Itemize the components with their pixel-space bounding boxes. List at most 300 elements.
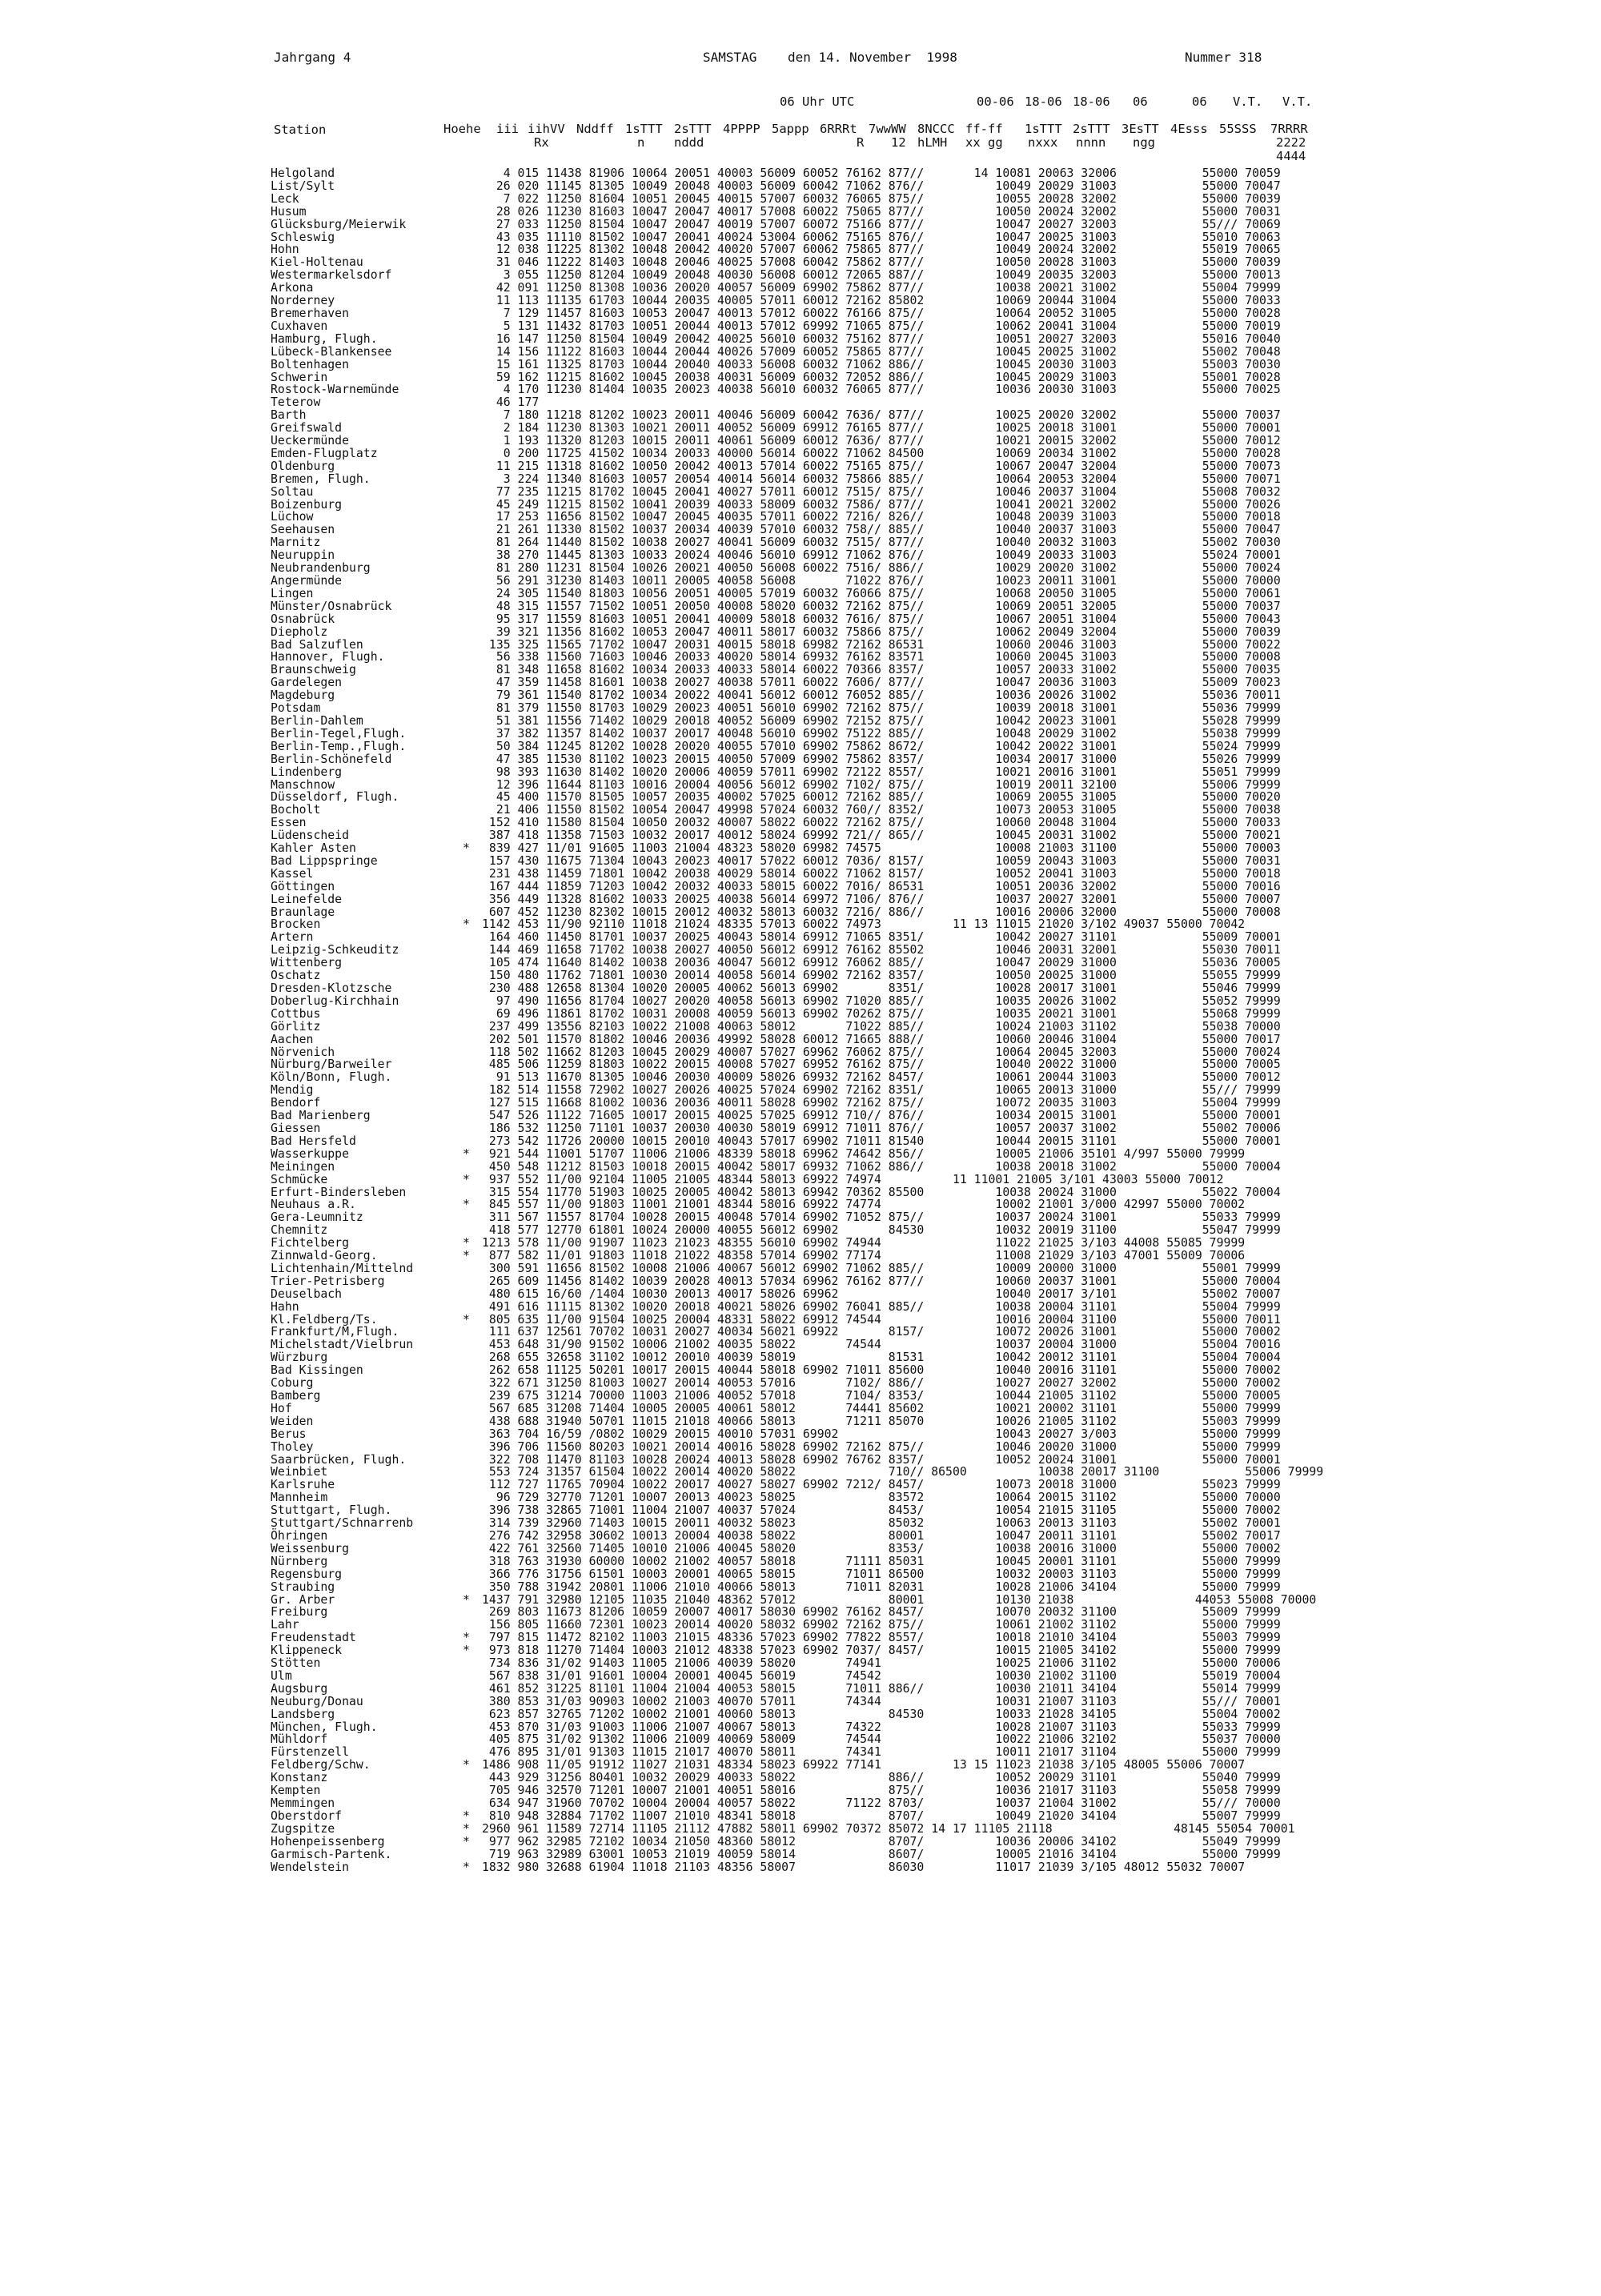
table-row [271, 741, 1370, 753]
station-name: Essen [271, 816, 307, 830]
station-name: Hannover, Flugh. [271, 650, 385, 664]
table-row [271, 193, 1370, 206]
station-values: 77 235 11215 81702 10045 20041 40027 57011 60012 7515/ 875// 10046 20037 31004 55008 70032 [482, 484, 1281, 499]
table-row [271, 1784, 1370, 1797]
station-values: 24 305 11540 81803 10056 20051 40005 57019 60032 76066 875// 10068 20050 31005 55000 70061 [482, 586, 1281, 600]
station-name: Memmingen [271, 1796, 335, 1810]
station-name: Öhringen [271, 1528, 328, 1543]
station-name: Hamburg, Flugh. [271, 331, 378, 346]
station-name: Emden-Flugplatz [271, 446, 378, 460]
mountain-station-marker [463, 1466, 482, 1479]
station-values: 150 480 11762 71801 10030 20014 40058 56014 69902 72162 8357/ 10050 20025 31000 55055 79999 [482, 969, 1281, 983]
station-name: Mühldorf [271, 1732, 328, 1747]
table-row [271, 1479, 1370, 1491]
mountain-station-marker [463, 1581, 482, 1594]
station-name: Bad Hersfeld [271, 1134, 356, 1148]
station-values: 135 325 11565 71702 10047 20031 40015 58018 69982 72162 86531 10060 20046 31003 55000 70022 [482, 637, 1281, 652]
station-values: 567 685 31208 71404 10005 20005 40061 58012 74441 85602 10021 20002 31101 55000 79999 [482, 1401, 1281, 1415]
table-row [271, 1568, 1370, 1581]
station-name: Mendig [271, 1083, 314, 1098]
table-row [271, 1301, 1370, 1314]
station-values: 322 708 11470 81103 10028 20024 40013 58028 69902 76762 8357/ 10052 20024 31001 55000 70001 [482, 1452, 1281, 1467]
mountain-station-marker [463, 969, 482, 982]
station-name: Boizenburg [271, 497, 343, 512]
mountain-station-marker [463, 1021, 482, 1034]
station-values: 0 200 11725 41502 10034 20033 40000 56014 60022 71062 84500 10069 20034 31002 55000 70028 [482, 446, 1281, 460]
table-row [271, 1224, 1370, 1237]
table-row [271, 371, 1370, 384]
mountain-station-marker [463, 1211, 482, 1224]
station-name: Ueckermünde [271, 434, 349, 448]
table-row [271, 346, 1370, 359]
col-iii: iii [496, 122, 519, 136]
station-values: 921 544 11001 51707 11006 21006 48339 58018 69962 74642 856// 10005 21006 35101 4/997 55000 79999 [482, 1146, 1246, 1161]
table-row [271, 753, 1370, 766]
mountain-station-marker: * [463, 1198, 470, 1212]
table-row [271, 1058, 1370, 1071]
table-row [271, 1504, 1370, 1517]
table-row [271, 715, 1370, 728]
col-ff-ff: ff-ff [965, 122, 1003, 136]
mountain-station-marker [463, 320, 482, 333]
mountain-station-marker [463, 1721, 482, 1734]
station-name: Bendorf [271, 1096, 321, 1110]
table-row [271, 383, 1370, 396]
mountain-station-marker [463, 396, 482, 409]
mountain-station-marker [463, 1670, 482, 1683]
mountain-station-marker [463, 944, 482, 957]
mountain-station-marker [463, 1696, 482, 1708]
mountain-station-marker: * [463, 1808, 470, 1823]
mountain-station-marker [463, 167, 482, 180]
station-name: Lichtenhain/Mittelnd [271, 1261, 414, 1275]
table-row [271, 842, 1370, 855]
table-row [271, 1071, 1370, 1084]
station-name: Konstanz [271, 1771, 328, 1785]
mountain-station-marker [463, 639, 482, 652]
date-line: SAMSTAG den 14. November 1998 [703, 50, 957, 65]
station-values: 845 557 11/00 91803 11001 21001 48344 58016 69922 74774 10002 21001 3/000 42997 55000 70002 [482, 1198, 1246, 1212]
mountain-station-marker [463, 575, 482, 588]
mountain-station-marker [463, 1122, 482, 1135]
station-values: 118 502 11662 81203 10045 20029 40007 57027 69962 76062 875// 10064 20045 32003 55000 70024 [482, 1045, 1281, 1059]
station-values: 186 532 11250 71101 10037 20030 40030 58019 69912 71011 876// 10057 20037 31002 55002 70006 [482, 1121, 1281, 1135]
mountain-station-marker [463, 779, 482, 792]
mountain-station-marker [463, 881, 482, 893]
station-name: Münster/Osnabrück [271, 599, 392, 613]
station-name: Weissenburg [271, 1541, 349, 1555]
mountain-station-marker [463, 473, 482, 486]
station-values: 450 548 11212 81503 10018 20015 40042 58017 69932 71062 886// 10038 20018 31002 55000 70004 [482, 1159, 1281, 1174]
mountain-station-marker [463, 1288, 482, 1301]
station-name: Fürstenzell [271, 1745, 349, 1760]
station-name: Wasserkuppe [271, 1146, 349, 1161]
table-row [271, 868, 1370, 881]
mountain-station-marker [463, 1403, 482, 1415]
mountain-station-marker [463, 1746, 482, 1759]
col-2sttt-b: 2sTTT [1073, 122, 1110, 136]
station-name: Rostock-Warnemünde [271, 383, 399, 397]
table-row [271, 1708, 1370, 1721]
station-name: Ulm [271, 1668, 292, 1683]
table-row [271, 969, 1370, 982]
table-row [271, 1326, 1370, 1339]
station-name: Hohn [271, 243, 299, 257]
station-values: 3 055 11250 81204 10049 20048 40030 56008 60012 72065 887// 10049 20035 32003 55000 70013 [482, 268, 1281, 283]
station-values: 81 348 11658 81602 10034 20033 40033 58014 60022 70366 8357/ 10057 20033 31002 55000 70035 [482, 663, 1281, 677]
mountain-station-marker [463, 193, 482, 206]
station-name: Potsdam [271, 701, 321, 716]
station-values: 476 895 31/01 91303 11015 21017 40070 58011 74341 10011 21017 31104 55000 79999 [482, 1745, 1281, 1760]
mountain-station-marker [463, 817, 482, 829]
table-row [271, 1555, 1370, 1568]
mountain-station-marker [463, 1097, 482, 1110]
station-name: Bad Kissingen [271, 1363, 363, 1378]
station-values: 12 038 11225 81302 10048 20042 40020 57007 60062 75865 877// 10049 20024 32002 55019 70065 [482, 243, 1281, 257]
station-values: 167 444 11859 71203 10042 20032 40033 58015 60022 7016/ 86531 10051 20036 32002 55000 70016 [482, 879, 1281, 893]
mountain-station-marker [463, 333, 482, 346]
station-values: 69 496 11861 81702 10031 20008 40059 56013 69902 70262 875// 10035 20021 31001 55068 79999 [482, 1006, 1281, 1021]
mountain-station-marker: * [463, 1821, 470, 1836]
station-name: Stuttgart/Schnarrenb [271, 1516, 414, 1531]
mountain-station-marker [463, 1034, 482, 1046]
table-row [271, 1466, 1370, 1479]
station-name: Braunschweig [271, 663, 356, 677]
table-row [271, 1836, 1370, 1848]
station-name: Glücksburg/Meierwik [271, 217, 407, 231]
station-name: Berlin-Tegel,Flugh. [271, 726, 407, 741]
station-name: Stötten [271, 1656, 321, 1671]
station-values: 28 026 11230 81603 10047 20047 40017 57008 60022 75065 877// 10050 20024 32002 55000 70031 [482, 204, 1281, 219]
range-00-06: 00-06 [977, 94, 1014, 109]
mountain-station-marker [463, 1784, 482, 1797]
station-values: 315 554 11770 51903 10025 20005 40042 58013 69942 70362 85500 10038 20024 31000 55022 70004 [482, 1185, 1281, 1199]
mountain-station-marker [463, 855, 482, 868]
station-name: Angermünde [271, 574, 343, 588]
table-row [271, 307, 1370, 320]
table-row [271, 931, 1370, 944]
station-values: 2 184 11230 81303 10021 20011 40052 56009 69912 76165 877// 10025 20018 31001 55000 70001 [482, 421, 1281, 436]
station-values: 567 838 31/01 91601 10004 20001 40045 56019 74542 10030 21002 31100 55019 70004 [482, 1668, 1281, 1683]
mountain-station-marker: * [463, 1758, 470, 1772]
station-name: Kiel-Holtenau [271, 255, 363, 270]
station-name: Gera-Leumnitz [271, 1210, 363, 1225]
mountain-station-marker: * [463, 1834, 470, 1848]
station-name: Kahler Asten [271, 841, 356, 856]
mountain-station-marker [463, 499, 482, 512]
mountain-station-marker [463, 295, 482, 307]
col-8nccc: 8NCCC [917, 122, 955, 136]
station-name: Schmücke [271, 1172, 328, 1186]
table-row [271, 588, 1370, 600]
col-3estt: 3EsTT [1122, 122, 1159, 136]
station-name: Kempten [271, 1784, 321, 1798]
station-name: Mannheim [271, 1491, 328, 1505]
mountain-station-marker: * [463, 1146, 470, 1161]
station-name: Neuburg/Donau [271, 1694, 363, 1708]
range-vt-a: V.T. [1233, 94, 1263, 109]
table-row [271, 1696, 1370, 1708]
mountain-station-marker [463, 422, 482, 435]
station-values: 276 742 32958 30602 10013 20004 40038 58022 80001 10047 20011 31101 55002 70017 [482, 1528, 1281, 1543]
station-values: 1832 980 32688 61904 11018 21103 48356 58007 86030 11017 21039 3/105 48012 55032 70007 [482, 1860, 1246, 1874]
station-name: Lüchow [271, 510, 314, 524]
table-row [271, 1746, 1370, 1759]
table-row [271, 1657, 1370, 1670]
table-row [271, 957, 1370, 969]
station-values: 202 501 11570 81802 10046 20036 49992 58028 60012 71665 888// 10060 20046 31004 55000 70017 [482, 1032, 1281, 1046]
table-row [271, 600, 1370, 613]
station-values: 7 180 11218 81202 10023 20011 40046 56009 60042 7636/ 877// 10025 20020 32002 55000 70037 [482, 408, 1281, 423]
station-name: Hahn [271, 1299, 299, 1314]
station-name: List/Sylt [271, 179, 335, 193]
table-row [271, 206, 1370, 219]
station-name: Boltenhagen [271, 357, 349, 371]
mountain-station-marker [463, 383, 482, 396]
mountain-station-marker [463, 1186, 482, 1199]
mountain-station-marker [463, 1415, 482, 1428]
col-8nccc-sub: hLMH [917, 135, 948, 150]
table-row [271, 524, 1370, 536]
station-values: 269 803 11673 81206 10059 20007 40017 58030 69902 76162 8457/ 10070 20032 31100 55009 79999 [482, 1605, 1281, 1620]
station-name: Dresden-Klotzsche [271, 981, 392, 995]
table-row [271, 779, 1370, 792]
station-name: Neubrandenburg [271, 561, 371, 576]
table-row [271, 460, 1370, 473]
mountain-station-marker [463, 1351, 482, 1364]
mountain-station-marker [463, 1848, 482, 1861]
station-name: Doberlug-Kirchhain [271, 993, 399, 1008]
table-row [271, 1543, 1370, 1555]
mountain-station-marker [463, 1377, 482, 1390]
station-name: Kassel [271, 866, 314, 881]
table-row [271, 1174, 1370, 1186]
station-values: 152 410 11580 81504 10050 20032 40007 58022 60022 72162 875// 10060 20048 31004 55000 70033 [482, 816, 1281, 830]
table-row [271, 1314, 1370, 1327]
table-row [271, 396, 1370, 409]
table-row [271, 1759, 1370, 1772]
table-row [271, 1619, 1370, 1632]
station-name: Giessen [271, 1121, 321, 1135]
station-values: 453 870 31/03 91003 11006 21007 40067 58013 74322 10028 21007 31103 55033 79999 [482, 1720, 1281, 1734]
mountain-station-marker [463, 460, 482, 473]
station-name: Artern [271, 930, 314, 945]
table-row [271, 766, 1370, 779]
mountain-station-marker [463, 346, 482, 359]
mountain-station-marker [463, 359, 482, 371]
mountain-station-marker: * [463, 1312, 470, 1327]
table-row [271, 817, 1370, 829]
station-values: 262 658 11125 50201 10017 20015 40044 58018 69902 71011 85600 10040 20016 31101 55000 70002 [482, 1363, 1281, 1378]
mountain-station-marker: * [463, 1249, 470, 1263]
table-row [271, 906, 1370, 919]
station-values: 105 474 11640 81402 10038 20036 40047 56012 69912 76062 885// 10047 20029 31000 55036 70005 [482, 956, 1281, 970]
col-1sttt-b-sub: nxxx [1028, 135, 1058, 150]
station-values: 96 729 32770 71201 10007 20013 40023 58025 83572 10064 20015 31102 55000 70000 [482, 1491, 1281, 1505]
station-values: 157 430 11675 71304 10043 20023 40017 57022 60012 7036/ 8157/ 10059 20043 31003 55000 70031 [482, 853, 1281, 868]
station-values: 553 724 31357 61504 10022 20014 40020 58022 710// 86500 10038 20017 31100 55006 79999 [482, 1465, 1324, 1479]
table-row [271, 1428, 1370, 1441]
mountain-station-marker [463, 1161, 482, 1174]
mountain-station-marker [463, 1275, 482, 1288]
station-name: Görlitz [271, 1019, 321, 1034]
table-row [271, 1632, 1370, 1644]
station-values: 318 763 31930 60000 10002 21002 40057 58018 71111 85031 10045 20001 31101 55000 79999 [482, 1554, 1281, 1568]
station-values: 231 438 11459 71801 10042 20038 40029 58014 60022 71062 8157/ 10052 20041 31003 55000 70018 [482, 866, 1281, 881]
station-name: Nürburg/Barweiler [271, 1058, 392, 1072]
station-values: 59 162 11215 81602 10045 20038 40031 56009 60032 72052 886// 10045 20029 31003 55001 70028 [482, 370, 1281, 384]
mountain-station-marker [463, 1491, 482, 1504]
table-row [271, 282, 1370, 295]
mountain-station-marker [463, 868, 482, 881]
mountain-station-marker [463, 409, 482, 422]
table-row [271, 486, 1370, 499]
station-values: 4 170 11230 81404 10035 20023 40038 56010 60032 76065 877// 10036 20030 31003 55000 70025 [482, 383, 1281, 397]
station-name: Aachen [271, 1032, 314, 1046]
table-row [271, 1237, 1370, 1250]
table-row [271, 435, 1370, 448]
station-values: 56 338 11560 71603 10046 20033 40020 58014 69932 76162 83571 10060 20045 31003 55000 70008 [482, 650, 1281, 664]
mountain-station-marker [463, 791, 482, 804]
table-row [271, 1186, 1370, 1199]
utc-label: 06 Uhr UTC [780, 94, 855, 109]
station-values: 48 315 11557 71502 10051 20050 40008 58020 60032 72162 875// 10069 20051 32005 55000 70037 [482, 599, 1281, 613]
table-row [271, 1721, 1370, 1734]
table-row [271, 1351, 1370, 1364]
station-name: Nörvenich [271, 1045, 335, 1059]
range-vt-b: V.T. [1282, 94, 1313, 109]
station-values: 31 046 11222 81403 10048 20046 40025 57008 60042 75862 877// 10050 20028 31003 55000 70039 [482, 255, 1281, 270]
range-06-b: 06 [1192, 94, 1207, 109]
table-row [271, 333, 1370, 346]
table-row [271, 1415, 1370, 1428]
station-values: 623 857 32765 71202 10002 21001 40060 58013 84530 10033 21028 34105 55004 70002 [482, 1707, 1281, 1721]
mountain-station-marker [463, 689, 482, 702]
mountain-station-marker [463, 524, 482, 536]
station-name: Bocholt [271, 803, 321, 817]
table-row [271, 1772, 1370, 1784]
station-name: Soltau [271, 484, 314, 499]
station-values: 547 526 11122 71605 10017 20015 40025 57025 69912 710// 876// 10034 20015 31001 55000 70001 [482, 1109, 1281, 1123]
station-values: 810 948 32884 71702 11007 21010 48341 58018 8707/ 10049 21020 34104 55007 79999 [482, 1808, 1281, 1823]
station-values: 2960 961 11589 72714 11105 21112 47882 58011 69902 70372 85072 14 17 11105 21118 48145 55054 70001 [482, 1821, 1295, 1836]
station-name: Erfurt-Bindersleben [271, 1185, 407, 1199]
station-values: 268 655 32658 31102 10012 20010 40039 58019 81531 10042 20012 31101 55004 70004 [482, 1351, 1281, 1365]
mountain-station-marker: * [463, 1172, 470, 1186]
col-4pppp: 4PPPP [723, 122, 760, 136]
station-values: 396 738 32865 71001 11004 21007 40037 57024 8453/ 10054 21015 31105 55000 70002 [482, 1503, 1281, 1518]
col-2sttt-b-sub: nnnn [1076, 135, 1106, 150]
station-values: 1437 791 32980 12105 11035 21040 48362 57012 80001 10130 21038 44053 55008 70000 [482, 1592, 1317, 1607]
table-row [271, 918, 1370, 931]
mountain-station-marker [463, 753, 482, 766]
table-row [271, 1823, 1370, 1836]
mountain-station-marker [463, 1530, 482, 1543]
station-values: 45 249 11215 81502 10041 20039 40033 58009 60032 7586/ 877// 10041 20021 32002 55000 70026 [482, 497, 1281, 512]
station-name: Husum [271, 204, 307, 219]
table-row [271, 1517, 1370, 1530]
mountain-station-marker [463, 626, 482, 639]
station-name: Lindenberg [271, 765, 343, 779]
station-values: 1486 908 11/05 91912 11027 21031 48334 58023 69922 77141 13 15 11023 21038 3/105 48005 55006 70007 [482, 1758, 1246, 1772]
mountain-station-marker [463, 1606, 482, 1619]
mountain-station-marker [463, 702, 482, 715]
table-row [271, 1262, 1370, 1275]
mountain-station-marker [463, 206, 482, 219]
station-values: 239 675 31214 70000 11003 21006 40052 57018 7104/ 8353/ 10044 21005 31102 55000 70005 [482, 1389, 1281, 1403]
station-name: Gr. Arber [271, 1592, 335, 1607]
station-values: 47 359 11458 81601 10038 20027 40038 57011 60022 7606/ 877// 10047 20036 31003 55009 70023 [482, 676, 1281, 690]
table-row [271, 1861, 1370, 1874]
station-name: Würzburg [271, 1351, 328, 1365]
table-row [271, 791, 1370, 804]
mountain-station-marker [463, 651, 482, 664]
mountain-station-marker [463, 1479, 482, 1491]
station-values: 164 460 11450 81701 10037 20025 40043 58014 69912 71065 8351/ 10042 20027 31101 55009 70001 [482, 930, 1281, 945]
station-values: 797 815 11472 82102 11003 21015 48336 57023 69902 77822 8557/ 10018 21010 34104 55003 79999 [482, 1631, 1281, 1645]
station-values: 937 552 11/00 92104 11005 21005 48344 58013 69922 74974 11 11001 21005 3/101 43003 55000 70012 [482, 1172, 1224, 1186]
col-55sss: 55SSS [1219, 122, 1257, 136]
col-7wwww-sub: 12 [891, 135, 906, 150]
mountain-station-marker [463, 1619, 482, 1632]
mountain-station-marker [463, 231, 482, 244]
table-row [271, 1683, 1370, 1696]
station-values: 43 035 11110 81502 10047 20041 40024 53004 60062 75165 876// 10047 20025 31003 55010 70063 [482, 230, 1281, 244]
table-row [271, 1008, 1370, 1021]
station-values: 734 836 31/02 91403 11005 21006 40039 58020 74941 10025 21006 31102 55000 70006 [482, 1656, 1281, 1671]
station-values: 7 022 11250 81604 10051 20045 40015 57007 60032 76065 875// 10055 20028 32002 55000 70039 [482, 191, 1281, 206]
mountain-station-marker [463, 536, 482, 549]
station-name: Hohenpeissenberg [271, 1834, 385, 1848]
station-name: Barth [271, 408, 307, 423]
table-row [271, 1288, 1370, 1301]
station-values: 396 706 11560 80203 10021 20014 40016 58028 69902 72162 875// 10046 20020 31000 55000 79999 [482, 1439, 1281, 1454]
station-values: 15 161 11325 81703 10044 20040 40033 56008 60032 71062 886// 10045 20030 31003 55003 70030 [482, 357, 1281, 371]
station-name: Düsseldorf, Flugh. [271, 790, 399, 805]
station-values: 438 688 31940 50701 11015 21018 40066 58013 71211 85070 10026 21005 31102 55003 79999 [482, 1414, 1281, 1428]
table-row [271, 549, 1370, 562]
station-values: 7 129 11457 81603 10053 20047 40013 57012 60022 76166 875// 10064 20052 31005 55000 70028 [482, 306, 1281, 320]
station-name: Berlin-Dahlem [271, 713, 363, 728]
col-5appp: 5appp [772, 122, 809, 136]
station-values: 634 947 31960 70702 10004 20004 40057 58022 71122 8703/ 10037 21004 31002 55/// 70000 [482, 1796, 1281, 1810]
table-row [271, 359, 1370, 371]
station-name: Hof [271, 1401, 292, 1415]
station-name: Köln/Bonn, Flugh. [271, 1070, 392, 1085]
station-values: 300 591 11656 81502 10008 21006 40067 56012 69902 71062 885// 10009 20000 31000 55001 79999 [482, 1261, 1281, 1275]
mountain-station-marker [463, 995, 482, 1008]
station-name: Lingen [271, 586, 314, 600]
table-row [271, 664, 1370, 676]
station-name: Seehausen [271, 523, 335, 537]
table-row [271, 1491, 1370, 1504]
table-row [271, 219, 1370, 231]
station-name: Stuttgart, Flugh. [271, 1503, 392, 1518]
table-row [271, 243, 1370, 256]
station-values: 363 704 16/59 /0802 10029 20015 40010 57031 69902 10043 20027 3/003 55000 79999 [482, 1427, 1281, 1441]
station-name: Diepholz [271, 624, 328, 639]
station-values: 839 427 11/01 91605 11003 21004 48323 58020 69982 74575 10008 21003 31100 55000 70003 [482, 841, 1281, 856]
table-row [271, 180, 1370, 193]
mountain-station-marker [463, 1708, 482, 1721]
mountain-station-marker [463, 1555, 482, 1568]
mountain-station-marker [463, 371, 482, 384]
mountain-station-marker [463, 511, 482, 524]
station-name: Wittenberg [271, 956, 343, 970]
station-values: 273 542 11726 20000 10015 20010 40043 57017 69902 71011 81540 10044 20015 31101 55000 70001 [482, 1134, 1281, 1148]
mountain-station-marker [463, 1301, 482, 1314]
mountain-station-marker [463, 1657, 482, 1670]
